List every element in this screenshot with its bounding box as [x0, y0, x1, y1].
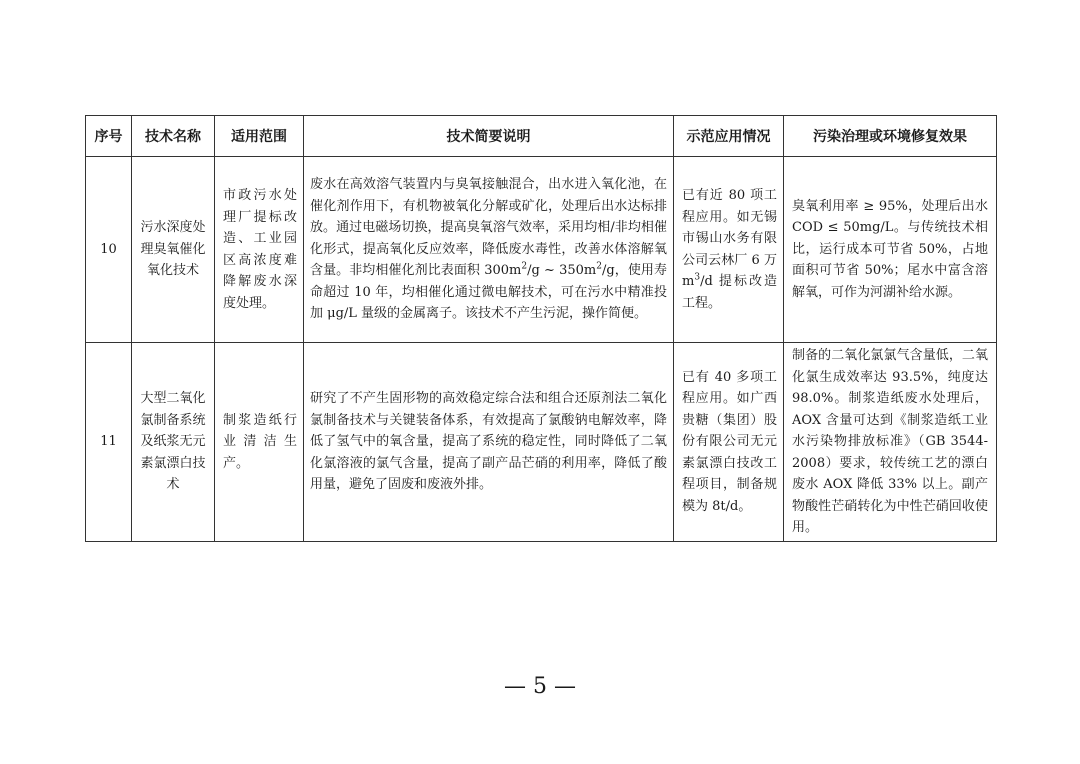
application-scope: 市政污水处理厂提标改造、工业园区高浓度难降解废水深度处理。 [215, 157, 304, 343]
table-header-row [86, 116, 997, 157]
demonstration-application: 已有近 80 项工程应用。如无锡市锡山水务有限公司云林厂 6 万 $m^3/d$ 提标改造工程。 [674, 157, 784, 343]
page-number: — 5 — [504, 674, 576, 699]
technology-name: 大型二氧化氯制备系统及纸浆无元素氯漂白技术 [132, 343, 215, 542]
technology-description: 研究了不产生固形物的高效稳定综合法和组合还原剂法二氧化氯制备技术与关键装备体系，有效提高了氯酸钠电解效率，降低了氢气中的氧含量，提高了系统的稳定性，同时降低了二氧化氯溶液的氯气含量，提高了副产品芒硝的利用率，降低了酸用量，避免了固废和废液外排。 [304, 343, 674, 542]
header-desc: 技术简要说明 [304, 116, 674, 157]
technology-description: 废水在高效溶气装置内与臭氧接触混合，出水进入氧化池，在催化剂作用下，有机物被氧化分解或矿化，处理后出水达标排放。通过电磁场切换，提高臭氧溶气效率，采用均相/非均相催化形式，提高氧化反应效率，降低废水毒性，改善水体溶解氧含量。非均相催化剂比表面积 $300m^2/g$ ~ $350m^2/g$，使用寿命超过 10 年，均相催化通过微电解技术，可在污水中精准投加 μg/L 量级的金属离子。该技术不产生污泥，操作简便。 [304, 157, 674, 343]
row-no: 11 [86, 343, 132, 542]
header-effect: 污染治理或环境修复效果 [784, 116, 997, 157]
application-scope: 制浆造纸行业清洁生产。 [215, 343, 304, 542]
row-no: 10 [86, 157, 132, 343]
header-no: 序号 [86, 116, 132, 157]
table-row [86, 343, 997, 542]
treatment-effect: 臭氧利用率 ≥ 95%，处理后出水 COD ≤ 50mg/L。与传统技术相比，运行成本可节省 50%，占地面积可节省 50%；尾水中富含溶解氧，可作为河湖补给水源。 [784, 157, 997, 343]
demonstration-application: 已有 40 多项工程应用。如广西贵糖（集团）股份有限公司无元素氯漂白技改工程项目，制备规模为 8t/d。 [674, 343, 784, 542]
technology-table [85, 115, 997, 542]
technology-name: 污水深度处理臭氧催化氧化技术 [132, 157, 215, 343]
header-name: 技术名称 [132, 116, 215, 157]
table-row [86, 157, 997, 343]
header-demo: 示范应用情况 [674, 116, 784, 157]
header-scope: 适用范围 [215, 116, 304, 157]
treatment-effect: 制备的二氧化氯氯气含量低，二氧化氯生成效率达 93.5%，纯度达 98.0%。制浆造纸废水处理后，AOX 含量可达到《制浆造纸工业水污染物排放标准》（GB 3544-2008）要求，较传统工艺的漂白废水 AOX 降低 33% 以上。副产物酸性芒硝转化为中性芒硝回收使用。 [784, 343, 997, 542]
